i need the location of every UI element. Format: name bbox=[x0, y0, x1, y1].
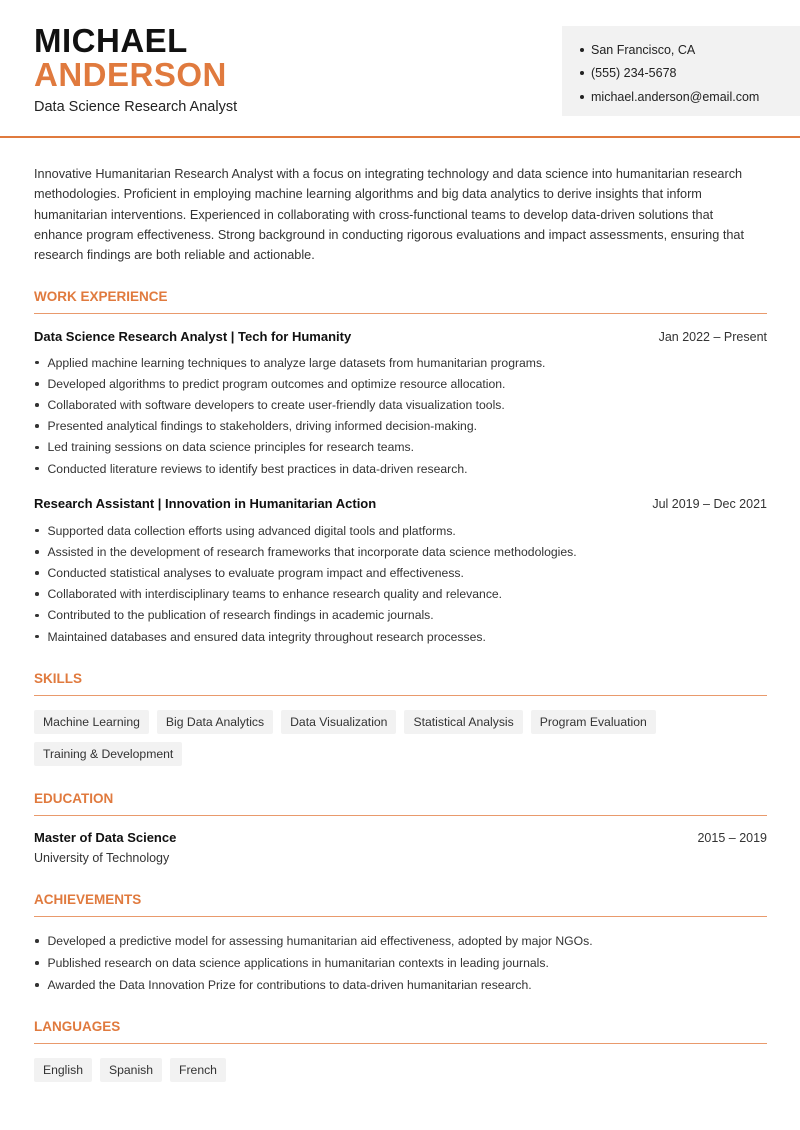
bullet-icon bbox=[35, 939, 39, 943]
bullet-icon bbox=[35, 961, 39, 965]
job-dates: Jan 2022 – Present bbox=[658, 329, 767, 344]
job-role: Research Assistant | Innovation in Humanitarian Action bbox=[34, 496, 377, 511]
school: University of Technology bbox=[34, 851, 170, 865]
list-item-text: Maintained databases and ensured data integrity throughout research processes. bbox=[47, 629, 486, 644]
bullet-icon bbox=[35, 983, 39, 987]
list-item-text: Presented analytical findings to stakeholders, driving informed decision-making. bbox=[47, 419, 477, 434]
job-bullets bbox=[34, 520, 767, 647]
bullet-icon bbox=[580, 71, 584, 75]
list-item bbox=[34, 373, 767, 394]
skill-tag: Program Evaluation bbox=[531, 710, 656, 734]
languages-list bbox=[34, 1058, 767, 1082]
list-item bbox=[34, 952, 767, 974]
bullet-icon bbox=[35, 424, 39, 428]
list-item-text: Developed a predictive model for assessing humanitarian aid effectiveness, adopted by major NGOs. bbox=[47, 934, 593, 948]
list-item-text: Conducted literature reviews to identify best practices in data-driven research. bbox=[47, 461, 468, 476]
list-item-text: Conducted statistical analyses to evaluate program impact and effectiveness. bbox=[47, 565, 464, 580]
job-header bbox=[34, 329, 767, 344]
list-item bbox=[34, 352, 767, 373]
job-bullets bbox=[34, 352, 767, 479]
list-item bbox=[34, 584, 767, 605]
section-title-achievements: ACHIEVEMENTS bbox=[34, 892, 767, 917]
job-dates: Jul 2019 – Dec 2021 bbox=[652, 496, 767, 511]
bullet-icon bbox=[35, 529, 39, 533]
list-item bbox=[34, 416, 767, 437]
contact-location bbox=[580, 38, 800, 62]
section-title-education: EDUCATION bbox=[34, 791, 767, 816]
bullet-icon bbox=[35, 635, 39, 639]
education-dates: 2015 – 2019 bbox=[697, 830, 767, 845]
email-text: michael.anderson@email.com bbox=[591, 89, 760, 104]
language-tag: English bbox=[34, 1058, 92, 1082]
language-tag: French bbox=[170, 1058, 226, 1082]
list-item bbox=[34, 974, 767, 996]
list-item-text: Awarded the Data Innovation Prize for contributions to data-driven humanitarian research. bbox=[47, 978, 532, 992]
section-title-work: WORK EXPERIENCE bbox=[34, 289, 767, 314]
bullet-icon bbox=[35, 550, 39, 554]
list-item bbox=[34, 394, 767, 415]
bullet-icon bbox=[35, 403, 39, 407]
last-name: ANDERSON bbox=[34, 56, 227, 93]
job-role: Data Science Research Analyst | Tech for Humanity bbox=[34, 329, 352, 344]
bullet-icon bbox=[580, 48, 584, 52]
list-item-text: Collaborated with software developers to create user-friendly data visualization tools. bbox=[47, 397, 505, 412]
bullet-icon bbox=[35, 571, 39, 575]
bullet-icon bbox=[35, 446, 39, 450]
degree: Master of Data Science bbox=[34, 830, 177, 845]
list-item bbox=[34, 605, 767, 626]
list-item bbox=[34, 541, 767, 562]
skill-tag: Machine Learning bbox=[34, 710, 149, 734]
bullet-icon bbox=[580, 95, 584, 99]
list-item-text: Supported data collection efforts using advanced digital tools and platforms. bbox=[47, 523, 456, 538]
resume-header bbox=[0, 0, 800, 138]
first-name: MICHAEL bbox=[34, 22, 188, 59]
list-item-text: Collaborated with interdisciplinary teams to enhance research quality and relevance. bbox=[47, 587, 503, 602]
achievements-list bbox=[34, 930, 767, 996]
list-item bbox=[34, 458, 767, 479]
skill-tag: Statistical Analysis bbox=[404, 710, 522, 734]
skill-tag: Data Visualization bbox=[281, 710, 396, 734]
job-title: Data Science Research Analyst bbox=[34, 99, 238, 115]
list-item bbox=[34, 437, 767, 458]
list-item-text: Applied machine learning techniques to analyze large datasets from humanitarian programs. bbox=[47, 355, 546, 370]
contact-email bbox=[580, 85, 800, 109]
bullet-icon bbox=[35, 382, 39, 386]
list-item bbox=[34, 520, 767, 541]
skills-list bbox=[34, 710, 767, 766]
bullet-icon bbox=[35, 592, 39, 596]
list-item-text: Led training sessions on data science principles for research teams. bbox=[47, 440, 414, 455]
list-item bbox=[34, 930, 767, 952]
list-item-text: Published research on data science applications in humanitarian contexts in leading journals. bbox=[47, 956, 549, 970]
contact-phone bbox=[580, 62, 800, 86]
profile-summary: Innovative Humanitarian Research Analyst with a focus on integrating technology and data science into humanitarian research methodologies. Proficient in employing machine learning algorithms and big data analytics to derive insights that inform humanitarian interventions. Experienced in collaborating with cross-functional teams to develop data-driven solutions that enhance program effectiveness. Strong background in conducting rigorous evaluations and impact assessments, ensuring that research findings are both reliable and actionable. bbox=[34, 167, 744, 263]
list-item bbox=[34, 562, 767, 583]
bullet-icon bbox=[35, 361, 39, 365]
list-item-text: Developed algorithms to predict program outcomes and optimize resource allocation. bbox=[47, 376, 506, 391]
location-text: San Francisco, CA bbox=[591, 42, 696, 57]
bullet-icon bbox=[35, 614, 39, 618]
list-item-text: Assisted in the development of research frameworks that incorporate data science methodologies. bbox=[47, 544, 577, 559]
skill-tag: Training & Development bbox=[34, 742, 182, 766]
phone-text: (555) 234-5678 bbox=[591, 66, 677, 81]
list-item-text: Contributed to the publication of research findings in academic journals. bbox=[47, 608, 434, 623]
section-title-languages: LANGUAGES bbox=[34, 1019, 767, 1044]
section-title-skills: SKILLS bbox=[34, 671, 767, 696]
education-header bbox=[34, 830, 767, 845]
list-item bbox=[34, 626, 767, 647]
bullet-icon bbox=[35, 467, 39, 471]
job-header bbox=[34, 496, 767, 511]
skill-tag: Big Data Analytics bbox=[157, 710, 273, 734]
contact-box bbox=[562, 26, 800, 116]
language-tag: Spanish bbox=[100, 1058, 162, 1082]
